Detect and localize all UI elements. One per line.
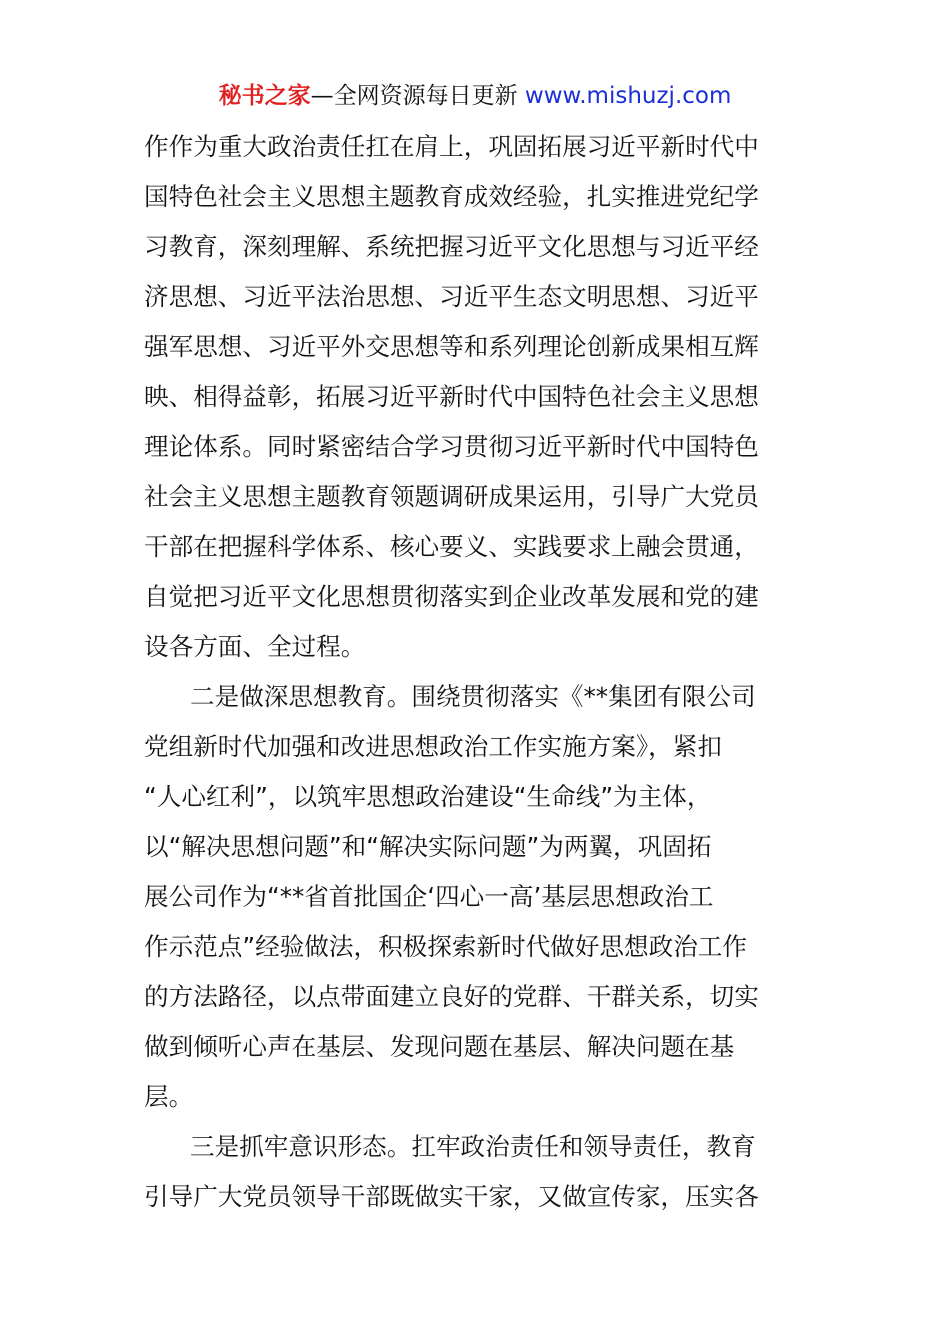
text-line: 做到倾听心声在基层、发现问题在基层、解决问题在基 <box>144 1032 735 1061</box>
text-line: 作作为重大政治责任扛在肩上，巩固拓展习近平新时代中 <box>144 132 759 161</box>
text-line: 以“解决思想问题”和“解决实际问题”为两翼，巩固拓 <box>144 832 712 861</box>
text-line: 映、相得益彰，拓展习近平新时代中国特色社会主义思想 <box>144 382 759 411</box>
text-line: 干部在把握科学体系、核心要义、实践要求上融会贯通， <box>144 532 759 561</box>
text-line: 设各方面、全过程。 <box>144 632 366 661</box>
text-line: 理论体系。同时紧密结合学习贯彻习近平新时代中国特色 <box>144 432 759 461</box>
text-line: 引导广大党员领导干部既做实干家，又做宣传家，压实各 <box>144 1182 759 1211</box>
text-line: 作示范点”经验做法，积极探索新时代做好思想政治工作 <box>144 932 747 961</box>
site-header <box>0 80 950 112</box>
text-line: 自觉把习近平文化思想贯彻落实到企业改革发展和党的建 <box>144 582 759 611</box>
text-line: 的方法路径，以点带面建立良好的党群、干群关系，切实 <box>144 982 759 1011</box>
site-url-link[interactable]: www.mishuzj.com <box>524 83 732 109</box>
text-line: 社会主义思想主题教育领题调研成果运用，引导广大党员 <box>144 482 759 511</box>
text-line: 国特色社会主义思想主题教育成效经验，扎实推进党纪学 <box>144 182 759 211</box>
paragraph-start-line: 二是做深思想教育。围绕贯彻落实《**集团有限公司 <box>190 682 756 711</box>
paragraph-start-line: 三是抓牢意识形态。扛牢政治责任和领导责任，教育 <box>190 1132 756 1161</box>
document-body <box>144 122 808 1222</box>
text-line: 展公司作为“**省首批国企‘四心一高’基层思想政治工 <box>144 882 714 911</box>
text-line: 济思想、习近平法治思想、习近平生态文明思想、习近平 <box>144 282 759 311</box>
text-line: 习教育，深刻理解、系统把握习近平文化思想与习近平经 <box>144 232 759 261</box>
text-line: 层。 <box>144 1082 194 1111</box>
site-tagline: —全网资源每日更新 <box>310 83 525 109</box>
text-line: 党组新时代加强和改进思想政治工作实施方案》，紧扣 <box>144 732 722 761</box>
text-line: “人心红利”，以筑牢思想政治建设“生命线”为主体， <box>144 782 712 811</box>
text-line: 强军思想、习近平外交思想等和系列理论创新成果相互辉 <box>144 332 759 361</box>
site-brand: 秘书之家 <box>218 83 311 109</box>
